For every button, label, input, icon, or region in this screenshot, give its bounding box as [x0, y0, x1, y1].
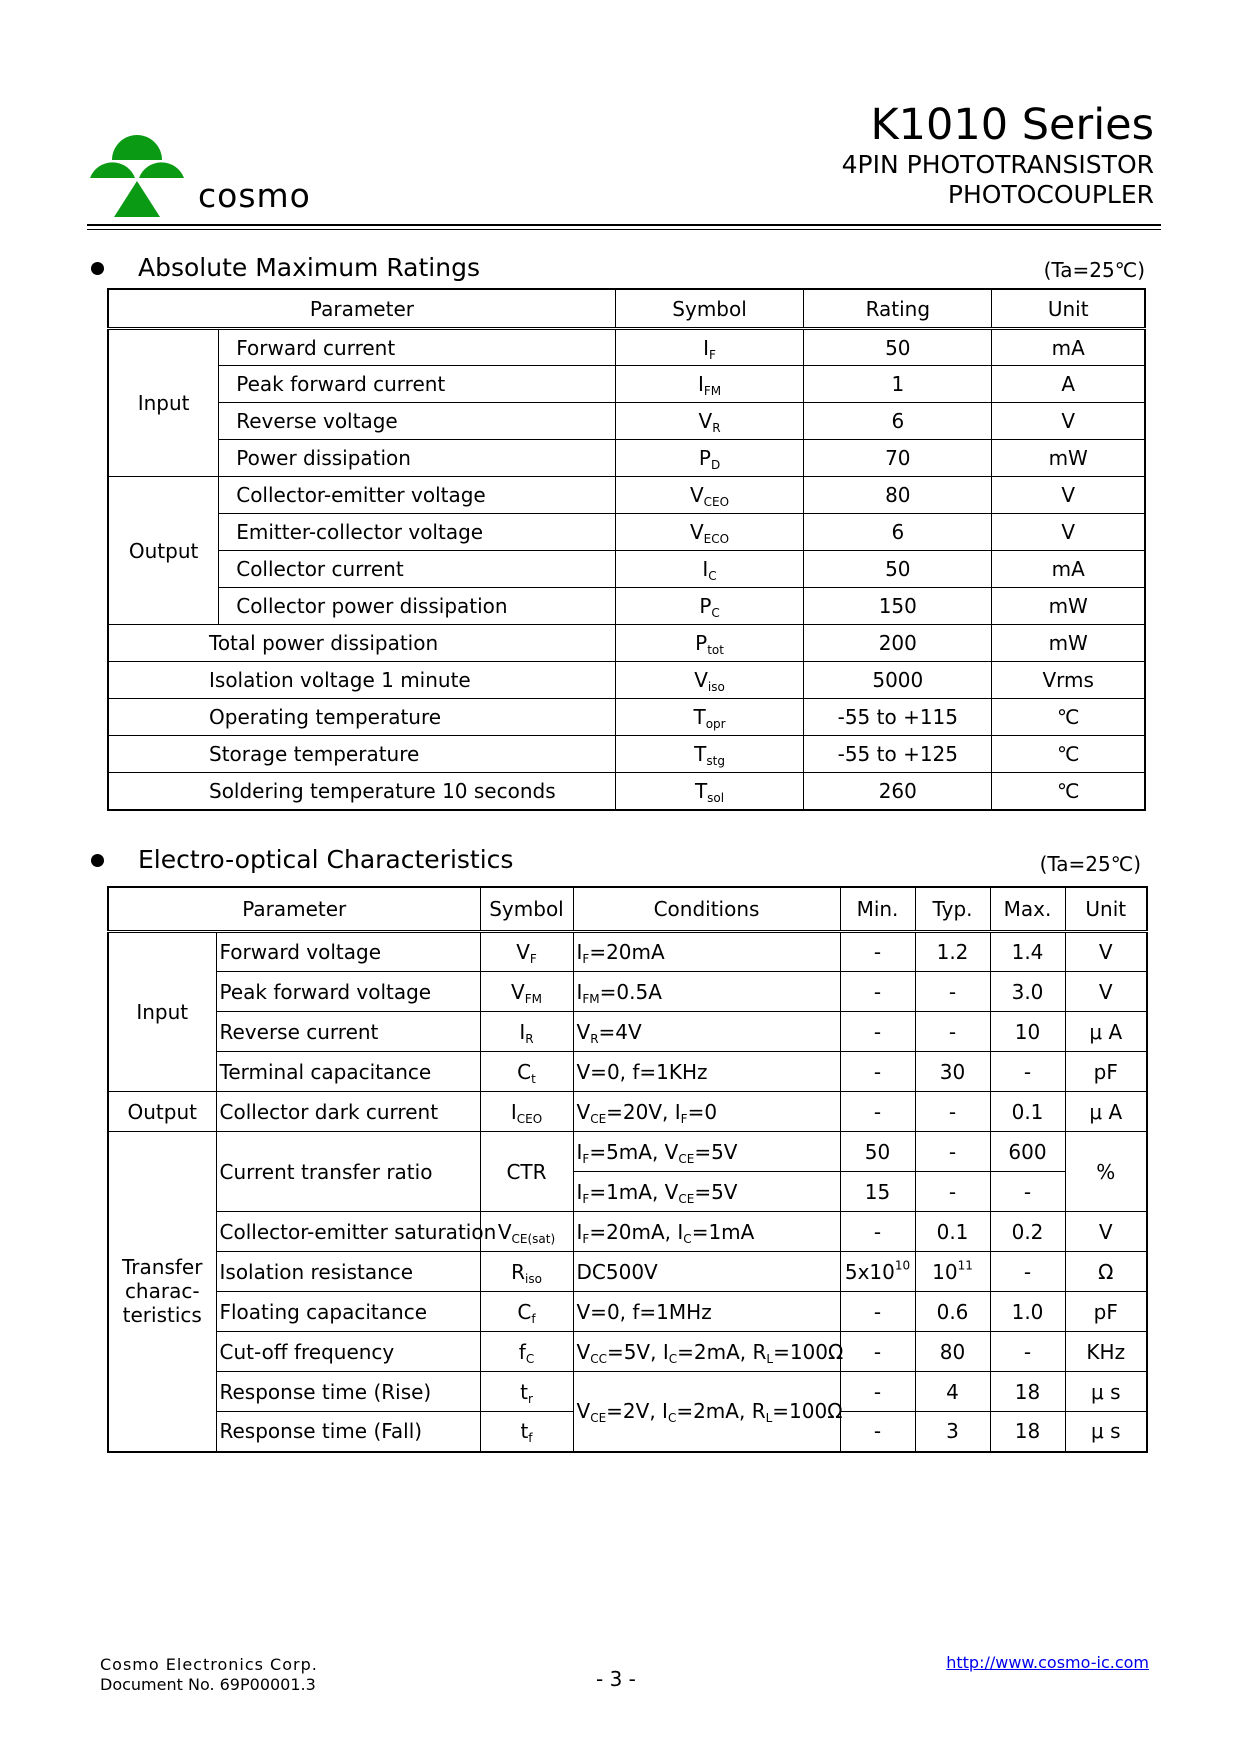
parameter-cell: Collector power dissipation — [219, 588, 616, 625]
symbol-text: C — [517, 1299, 532, 1324]
parameter-cell: Power dissipation — [219, 440, 616, 477]
eoc-condition: (Ta=25℃) — [1039, 852, 1141, 876]
column-header: Min. — [840, 887, 915, 932]
symbol-cell — [615, 736, 803, 773]
column-header: Rating — [804, 289, 992, 329]
symbol-cell — [480, 1412, 573, 1452]
condition-text: I — [576, 1179, 583, 1204]
symbol-text: C — [517, 1059, 532, 1084]
conditions-cell — [573, 932, 840, 972]
symbol-subscript: R — [712, 421, 721, 436]
parameter-cell: Isolation voltage 1 minute — [108, 662, 615, 699]
table-row — [108, 972, 1147, 1012]
condition-subscript: F — [680, 1111, 688, 1126]
symbol-cell — [480, 972, 573, 1012]
min-cell: - — [840, 1412, 915, 1452]
max-cell: 18 — [990, 1372, 1065, 1412]
rating-cell: 260 — [804, 773, 992, 810]
rating-cell: 150 — [804, 588, 992, 625]
condition-subscript: CE — [678, 1191, 695, 1206]
max-cell: 10 — [990, 1012, 1065, 1052]
header-rule — [87, 224, 1161, 226]
typ-cell: 4 — [915, 1372, 990, 1412]
condition-text: =20mA, I — [589, 1219, 684, 1244]
symbol-cell — [615, 477, 803, 514]
section-title-eoc: Electro-optical Characteristics — [138, 845, 514, 874]
rating-cell: -55 to +125 — [804, 736, 992, 773]
bullet-icon — [91, 262, 104, 275]
symbol-subscript: t — [531, 1071, 536, 1086]
symbol-cell — [615, 366, 803, 403]
unit-cell: mW — [992, 625, 1145, 662]
parameter-cell: Peak forward voltage — [216, 972, 480, 1012]
parameter-cell: Storage temperature — [108, 736, 615, 773]
table-row — [108, 1292, 1147, 1332]
max-cell: 0.1 — [990, 1092, 1065, 1132]
conditions-cell — [573, 1132, 840, 1172]
condition-text: V — [576, 1399, 591, 1424]
unit-cell: V — [1065, 972, 1147, 1012]
parameter-cell: Reverse current — [216, 1012, 480, 1052]
symbol-subscript: CEO — [703, 495, 730, 510]
symbol-text: I — [510, 1099, 517, 1124]
parameter-cell: Isolation resistance — [216, 1252, 480, 1292]
max-cell: 0.2 — [990, 1212, 1065, 1252]
symbol-cell — [615, 551, 803, 588]
symbol-cell — [615, 329, 803, 366]
symbol-cell — [480, 1292, 573, 1332]
symbol-cell — [480, 1332, 573, 1372]
symbol-subscript: CEO — [516, 1111, 543, 1126]
min-cell: - — [840, 1372, 915, 1412]
symbol-subscript: R — [525, 1031, 534, 1046]
symbol-cell — [615, 662, 803, 699]
conditions-cell — [573, 1052, 840, 1092]
parameter-cell: Reverse voltage — [219, 403, 616, 440]
condition-text: I — [576, 1139, 583, 1164]
subtitle-line-1: 4PIN PHOTOTRANSISTOR — [841, 150, 1154, 179]
unit-cell: μ s — [1065, 1412, 1147, 1452]
condition-subscript: F — [582, 1231, 590, 1246]
rating-cell: -55 to +115 — [804, 699, 992, 736]
condition-text: =1mA, V — [589, 1179, 679, 1204]
condition-subscript: L — [765, 1411, 773, 1426]
condition-text: V=0, f=1MHz — [576, 1299, 712, 1324]
symbol-text: I — [519, 1019, 526, 1044]
typ-cell: 30 — [915, 1052, 990, 1092]
symbol-cell — [480, 1012, 573, 1052]
table-row — [108, 403, 1145, 440]
symbol-text: V — [689, 483, 704, 507]
typ-cell: - — [915, 1012, 990, 1052]
unit-cell: V — [992, 477, 1145, 514]
parameter-cell: Response time (Rise) — [216, 1372, 480, 1412]
condition-text: I — [576, 1219, 583, 1244]
column-header: Symbol — [480, 887, 573, 932]
table-row — [108, 773, 1145, 810]
max-cell: - — [990, 1052, 1065, 1092]
condition-text: =2mA, R — [676, 1399, 766, 1424]
condition-text: =0 — [687, 1099, 718, 1124]
unit-cell: Vrms — [992, 662, 1145, 699]
table-row — [108, 329, 1145, 366]
table-row — [108, 1012, 1147, 1052]
symbol-subscript: F — [529, 952, 537, 967]
typ-cell: - — [915, 972, 990, 1012]
electro-optical-characteristics-table — [107, 886, 1148, 1453]
group-label-input: Input — [108, 329, 219, 477]
condition-text: =20mA — [589, 940, 665, 964]
max-cell: - — [990, 1172, 1065, 1212]
symbol-subscript: C — [708, 569, 717, 584]
symbol-text: P — [695, 631, 708, 655]
table-row — [108, 1212, 1147, 1252]
unit-cell: V — [1065, 1212, 1147, 1252]
symbol-text: I — [702, 557, 709, 581]
symbol-cell — [615, 588, 803, 625]
symbol-subscript: sol — [707, 790, 725, 805]
unit-cell: pF — [1065, 1292, 1147, 1332]
symbol-subscript: CE(sat) — [511, 1231, 556, 1246]
unit-cell: mA — [992, 329, 1145, 366]
symbol-cell — [615, 773, 803, 810]
parameter-cell: Peak forward current — [219, 366, 616, 403]
conditions-cell — [573, 972, 840, 1012]
table-row — [108, 699, 1145, 736]
symbol-cell — [480, 1052, 573, 1092]
condition-text: =100Ω — [773, 1339, 844, 1364]
conditions-cell — [573, 1092, 840, 1132]
symbol-cell: CTR — [480, 1132, 573, 1212]
condition-subscript: C — [667, 1411, 677, 1426]
header-rule-thin — [87, 229, 1161, 230]
unit-cell: % — [1065, 1132, 1147, 1212]
table-row — [108, 1092, 1147, 1132]
unit-cell: KHz — [1065, 1332, 1147, 1372]
min-base: 5x10 — [844, 1259, 895, 1284]
bullet-icon — [91, 854, 104, 867]
symbol-cell — [480, 1252, 573, 1292]
symbol-text: f — [518, 1339, 526, 1364]
subtitle-line-2: PHOTOCOUPLER — [947, 180, 1154, 209]
condition-text: I — [576, 979, 583, 1004]
column-header: Unit — [992, 289, 1145, 329]
table-row — [108, 1372, 1147, 1412]
symbol-text: P — [699, 594, 712, 618]
condition-text: =20V, I — [606, 1099, 681, 1124]
typ-cell: - — [915, 1132, 990, 1172]
min-cell — [840, 1252, 915, 1292]
condition-subscript: FM — [582, 991, 600, 1006]
column-header: Typ. — [915, 887, 990, 932]
symbol-text: t — [520, 1379, 528, 1404]
table-row — [108, 551, 1145, 588]
symbol-cell — [615, 440, 803, 477]
unit-cell: mA — [992, 551, 1145, 588]
typ-cell: - — [915, 1092, 990, 1132]
symbol-subscript: r — [527, 1391, 533, 1406]
condition-text: =100Ω — [772, 1399, 843, 1424]
symbol-cell — [615, 699, 803, 736]
table-row — [108, 662, 1145, 699]
symbol-subscript: D — [710, 458, 721, 473]
table-row — [108, 625, 1145, 662]
symbol-subscript: F — [709, 347, 716, 362]
table-row — [108, 1052, 1147, 1092]
symbol-text: I — [703, 335, 710, 360]
symbol-subscript: f — [531, 1311, 536, 1326]
column-header: Parameter — [108, 289, 615, 329]
condition-text: DC500V — [576, 1259, 658, 1284]
max-cell: 1.0 — [990, 1292, 1065, 1332]
footer-document-number: Document No. 69P00001.3 — [100, 1675, 316, 1694]
condition-subscript: F — [582, 1191, 590, 1206]
parameter-cell: Forward current — [219, 329, 616, 366]
condition-text: =0.5A — [599, 979, 662, 1004]
rating-cell: 70 — [804, 440, 992, 477]
conditions-cell — [573, 1012, 840, 1052]
series-title: K1010 Series — [870, 100, 1154, 150]
unit-cell: mW — [992, 588, 1145, 625]
condition-subscript: C — [668, 1351, 678, 1366]
condition-subscript: C — [683, 1231, 692, 1246]
condition-text: V=0, f=1KHz — [576, 1059, 708, 1084]
rating-cell: 50 — [804, 551, 992, 588]
symbol-cell — [615, 514, 803, 551]
parameter-cell: Terminal capacitance — [216, 1052, 480, 1092]
parameter-cell: Operating temperature — [108, 699, 615, 736]
typ-cell: 80 — [915, 1332, 990, 1372]
rating-cell: 5000 — [804, 662, 992, 699]
max-cell: 18 — [990, 1412, 1065, 1452]
min-cell: 50 — [840, 1132, 915, 1172]
rating-cell: 200 — [804, 625, 992, 662]
condition-text: V — [576, 1339, 591, 1364]
unit-cell: μ A — [1065, 1012, 1147, 1052]
unit-cell: mW — [992, 440, 1145, 477]
group-label-output: Output — [108, 1092, 216, 1132]
parameter-cell: Current transfer ratio — [216, 1132, 480, 1212]
rating-cell: 6 — [804, 514, 992, 551]
max-cell: 600 — [990, 1132, 1065, 1172]
symbol-subscript: iso — [524, 1271, 542, 1286]
symbol-text: P — [698, 446, 711, 470]
symbol-text: I — [697, 372, 704, 396]
symbol-cell — [480, 1372, 573, 1412]
symbol-subscript: iso — [707, 680, 725, 695]
condition-subscript: F — [582, 952, 590, 967]
condition-text: =2V, I — [606, 1399, 668, 1424]
conditions-cell — [573, 1252, 840, 1292]
condition-subscript: R — [590, 1031, 599, 1046]
symbol-text: T — [694, 742, 707, 766]
conditions-cell — [573, 1372, 843, 1452]
typ-cell: 1.2 — [915, 932, 990, 972]
typ-cell: 0.1 — [915, 1212, 990, 1252]
symbol-text: V — [698, 409, 713, 433]
condition-text: =4V — [598, 1019, 642, 1044]
symbol-subscript: stg — [706, 754, 725, 769]
column-header: Symbol — [615, 289, 803, 329]
unit-cell: μ A — [1065, 1092, 1147, 1132]
symbol-subscript: opr — [705, 717, 726, 732]
footer-company: Cosmo Electronics Corp. — [100, 1655, 318, 1674]
section-title-amr: Absolute Maximum Ratings — [138, 253, 480, 282]
table-row — [108, 477, 1145, 514]
symbol-subscript: tot — [707, 643, 724, 658]
condition-subscript: CE — [678, 1151, 695, 1166]
conditions-cell — [573, 1212, 840, 1252]
symbol-text: t — [520, 1419, 529, 1444]
table-header-row — [108, 289, 1145, 329]
symbol-subscript: f — [528, 1431, 533, 1446]
min-cell: - — [840, 1012, 915, 1052]
condition-text: =5V, I — [606, 1339, 669, 1364]
symbol-text: R — [511, 1259, 525, 1284]
symbol-subscript: FM — [524, 991, 542, 1006]
table-row — [108, 1132, 1147, 1172]
exponent: 11 — [957, 1257, 973, 1272]
min-cell: - — [840, 1332, 915, 1372]
table-header-row — [108, 887, 1147, 932]
group-label-output: Output — [108, 477, 219, 625]
max-cell: - — [990, 1332, 1065, 1372]
parameter-cell: Collector-emitter voltage — [219, 477, 616, 514]
table-row — [108, 588, 1145, 625]
rating-cell: 80 — [804, 477, 992, 514]
table-row — [108, 366, 1145, 403]
table-row — [108, 736, 1145, 773]
parameter-cell: Collector-emitter saturation — [216, 1212, 480, 1252]
table-row — [108, 1252, 1147, 1292]
symbol-cell — [480, 932, 573, 972]
typ-cell: 3 — [915, 1412, 990, 1452]
symbol-cell — [615, 403, 803, 440]
symbol-subscript: C — [525, 1351, 535, 1366]
unit-cell: μ s — [1065, 1372, 1147, 1412]
parameter-cell: Floating capacitance — [216, 1292, 480, 1332]
group-label-input: Input — [108, 932, 216, 1092]
page-number: - 3 - — [596, 1667, 636, 1691]
min-cell: - — [840, 932, 915, 972]
symbol-text: V — [497, 1219, 512, 1244]
exponent: 10 — [894, 1257, 911, 1272]
conditions-cell — [573, 1332, 844, 1372]
conditions-cell — [573, 1172, 840, 1212]
conditions-cell — [573, 1292, 840, 1332]
table-row — [108, 1332, 1147, 1372]
symbol-text: V — [516, 940, 530, 964]
symbol-subscript: FM — [703, 384, 722, 399]
table-row — [108, 514, 1145, 551]
symbol-cell — [480, 1092, 573, 1132]
min-cell: - — [840, 1052, 915, 1092]
parameter-cell: Cut-off frequency — [216, 1332, 480, 1372]
parameter-cell: Response time (Fall) — [216, 1412, 480, 1452]
parameter-cell: Collector current — [219, 551, 616, 588]
column-header: Max. — [990, 887, 1065, 932]
symbol-text: T — [693, 705, 706, 729]
table-row — [108, 440, 1145, 477]
condition-text: =5V — [694, 1179, 738, 1204]
rating-cell: 1 — [804, 366, 992, 403]
condition-subscript: CE — [590, 1111, 607, 1126]
symbol-text: V — [511, 979, 525, 1004]
symbol-text: V — [689, 520, 704, 544]
condition-text: I — [576, 940, 583, 964]
min-cell: - — [840, 1092, 915, 1132]
min-cell: - — [840, 1212, 915, 1252]
typ-cell — [915, 1252, 990, 1292]
parameter-cell: Emitter-collector voltage — [219, 514, 616, 551]
condition-subscript: L — [766, 1351, 774, 1366]
unit-cell: ℃ — [992, 699, 1145, 736]
condition-text: =5V — [694, 1139, 738, 1164]
max-cell: 3.0 — [990, 972, 1065, 1012]
max-cell: 1.4 — [990, 932, 1065, 972]
amr-condition: (Ta=25℃) — [1043, 258, 1145, 282]
typ-base: 10 — [932, 1259, 958, 1284]
typ-cell: 0.6 — [915, 1292, 990, 1332]
unit-cell: pF — [1065, 1052, 1147, 1092]
min-cell: - — [840, 972, 915, 1012]
column-header: Parameter — [108, 887, 480, 932]
group-label-transfer: Transfer charac- teristics — [108, 1132, 216, 1452]
symbol-text: T — [694, 778, 708, 803]
min-cell: 15 — [840, 1172, 915, 1212]
condition-text: =2mA, R — [677, 1339, 767, 1364]
cosmo-logo — [90, 132, 185, 217]
unit-cell: V — [1065, 932, 1147, 972]
condition-text: V — [576, 1019, 591, 1044]
symbol-subscript: C — [711, 606, 720, 621]
min-cell: - — [840, 1292, 915, 1332]
max-cell: - — [990, 1252, 1065, 1292]
brand-name: cosmo — [198, 176, 311, 215]
table-row — [108, 932, 1147, 972]
rating-cell: 50 — [804, 329, 992, 366]
symbol-subscript: ECO — [703, 532, 730, 547]
column-header: Unit — [1065, 887, 1147, 932]
absolute-maximum-ratings-table — [107, 288, 1146, 811]
unit-cell: Ω — [1065, 1252, 1147, 1292]
condition-subscript: F — [582, 1151, 590, 1166]
unit-cell: ℃ — [992, 736, 1145, 773]
website-link[interactable]: http://www.cosmo-ic.com — [946, 1653, 1149, 1672]
rating-cell: 6 — [804, 403, 992, 440]
unit-cell: V — [992, 403, 1145, 440]
condition-subscript: CC — [590, 1351, 607, 1366]
condition-text: =5mA, V — [589, 1139, 679, 1164]
condition-text: V — [576, 1099, 591, 1124]
parameter-cell: Soldering temperature 10 seconds — [108, 773, 615, 810]
unit-cell: ℃ — [992, 773, 1145, 810]
unit-cell: A — [992, 366, 1145, 403]
parameter-cell: Collector dark current — [216, 1092, 480, 1132]
parameter-cell: Forward voltage — [216, 932, 480, 972]
condition-text: =1mA — [691, 1219, 755, 1244]
parameter-cell: Total power dissipation — [108, 625, 615, 662]
symbol-text: V — [694, 668, 708, 692]
unit-cell: V — [992, 514, 1145, 551]
condition-subscript: CE — [590, 1411, 607, 1426]
symbol-cell — [615, 625, 803, 662]
typ-cell: - — [915, 1172, 990, 1212]
column-header: Conditions — [573, 887, 840, 932]
